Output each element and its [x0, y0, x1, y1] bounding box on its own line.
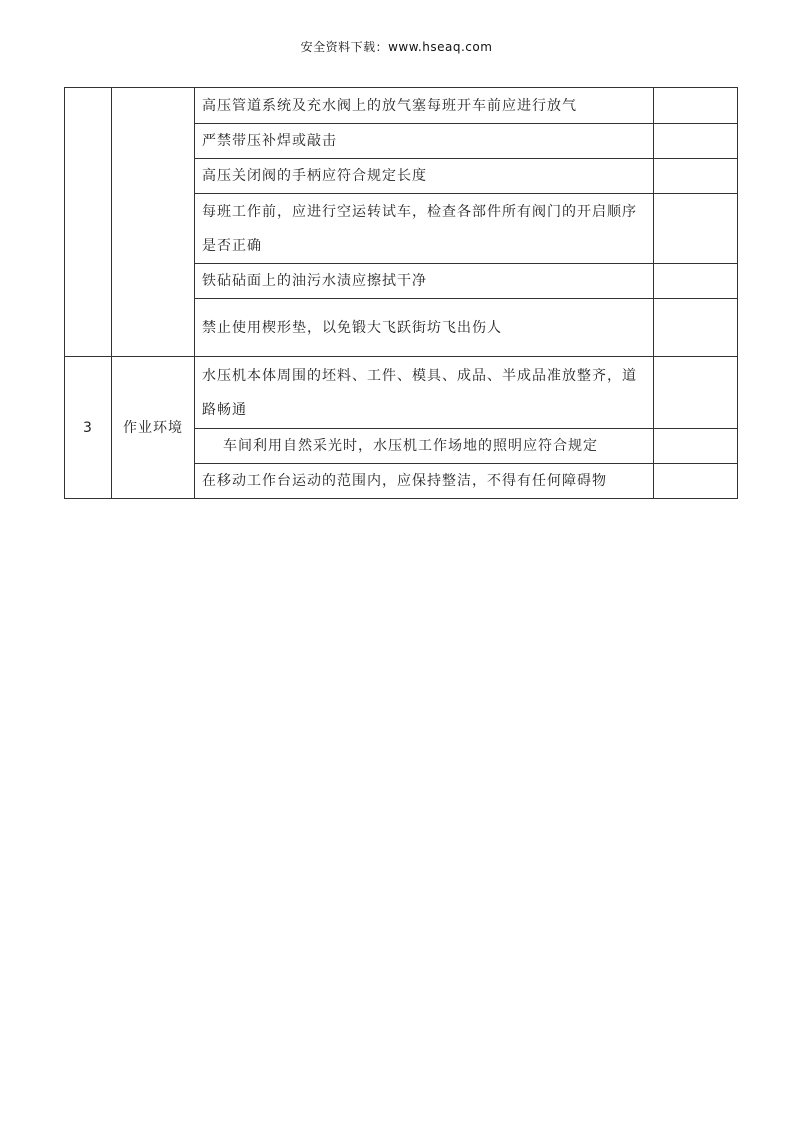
result-cell	[654, 194, 738, 264]
result-cell	[654, 299, 738, 357]
check-item: 车间利用自然采光时，水压机工作场地的照明应符合规定	[195, 429, 654, 464]
table-row	[65, 357, 738, 429]
check-item: 严禁带压补焊或敲击	[195, 124, 654, 159]
row-category-cell	[112, 88, 195, 357]
page-header: 安全资料下载：www.hseaq.com	[300, 40, 493, 54]
result-cell	[654, 429, 738, 464]
inspection-table	[64, 87, 738, 499]
table-row	[65, 88, 738, 124]
result-cell	[654, 159, 738, 194]
result-cell	[654, 464, 738, 499]
check-item: 每班工作前，应进行空运转试车，检查各部件所有阀门的开启顺序是否正确	[195, 194, 654, 264]
check-item: 禁止使用楔形垫，以免锻大飞跃街坊飞出伤人	[195, 299, 654, 357]
row-number-cell	[65, 88, 112, 357]
check-item: 铁砧砧面上的油污水渍应擦拭干净	[195, 264, 654, 299]
row-number-cell: 3	[65, 357, 112, 499]
row-category-cell: 作业环境	[112, 357, 195, 499]
check-item: 高压管道系统及充水阀上的放气塞每班开车前应进行放气	[195, 88, 654, 124]
check-item: 高压关闭阀的手柄应符合规定长度	[195, 159, 654, 194]
check-item: 水压机本体周围的坯料、工件、模具、成品、半成品准放整齐，道路畅通	[195, 357, 654, 429]
result-cell	[654, 124, 738, 159]
result-cell	[654, 88, 738, 124]
check-item: 在移动工作台运动的范围内，应保持整洁，不得有任何障碍物	[195, 464, 654, 499]
result-cell	[654, 264, 738, 299]
result-cell	[654, 357, 738, 429]
